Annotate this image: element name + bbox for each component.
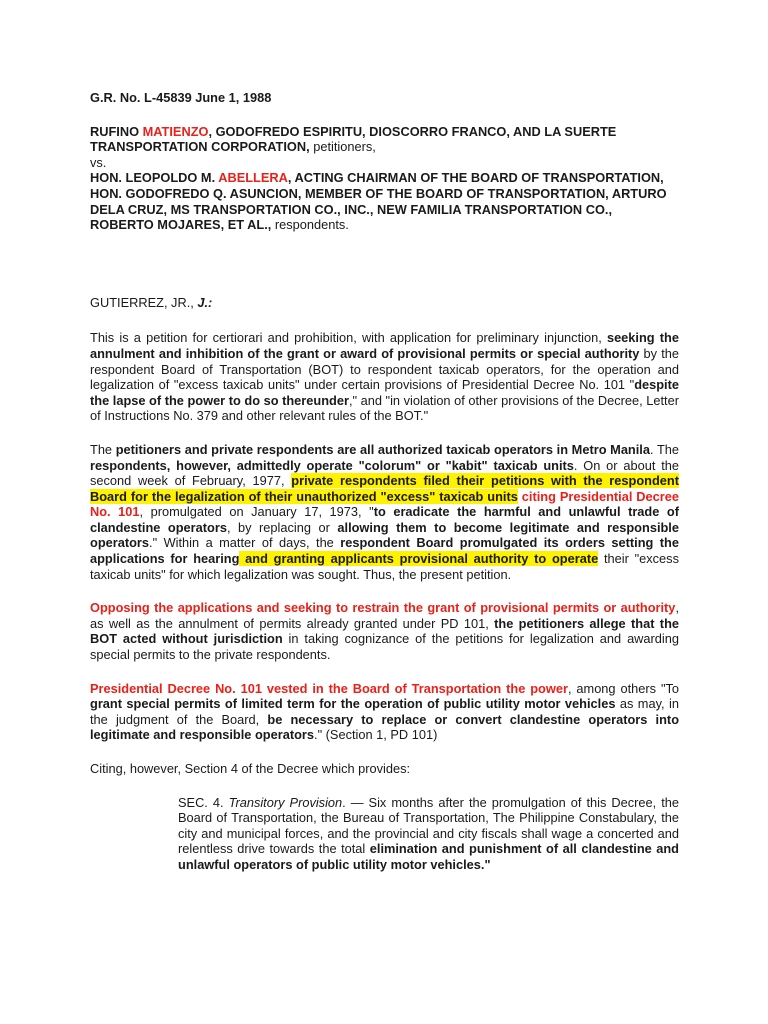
bold-text-run: be necessary to replace or convert clandestine operators into legitimate and responsible operators	[90, 711, 680, 743]
paragraph-2	[90, 442, 679, 582]
bold-text-run: elimination and punishment of all clandestine and unlawful operators of public utility motor vehicles."	[178, 841, 679, 872]
text-run: SEC. 4.	[178, 794, 229, 810]
text-run: as may, in the judgment of the Board,	[90, 696, 679, 727]
case-parties	[90, 124, 679, 233]
text-run: in taking cognizance of the petitions for legalization and awarding special permits to the private respondents.	[90, 631, 679, 663]
petitioner-surname-highlight: MATIENZO	[142, 123, 209, 139]
red-text-run: citing Presidential Decree No. 101	[90, 488, 679, 520]
red-text-run: Presidential Decree No. 101 vested in the Board of Transportation the power	[90, 680, 568, 696]
text-run: , promulgated on January 17, 1973, "	[139, 504, 374, 520]
respondent-name-part: HON. LEOPOLDO M.	[90, 170, 219, 186]
respondents-label: respondents.	[271, 217, 349, 233]
petitioner-name-part: , GODOFREDO ESPIRITU, DIOSCORRO FRANCO, AND LA SUERTE TRANSPORTATION CORPORATION,	[90, 123, 617, 155]
text-run: . On or about the second week of February, 1977,	[90, 457, 679, 489]
text-run: This is a petition for certiorari and prohibition, with application for preliminary injunction,	[90, 330, 607, 346]
respondent-surname-highlight: ABELLERA	[218, 170, 288, 186]
bold-text-run: the petitioners allege that the BOT acted without jurisdiction	[90, 615, 680, 647]
bold-text-run: despite the lapse of the power to do so thereunder	[90, 377, 679, 408]
respondents-names	[90, 170, 667, 232]
text-run: . — Six months after the promulgation of this Decree, the Board of Transportation, the Bureau of Transportation, The Philippine Constabulary, the city and municipal forces, and the provincial and city fiscals shall wage a concerted and relentless drive towards the total	[178, 794, 679, 857]
paragraph-4	[90, 681, 679, 743]
text-run: ." Within a matter of days, the	[149, 535, 341, 551]
ponente	[90, 295, 679, 311]
quoted-provision	[178, 795, 679, 873]
highlighted-text-run: and granting applicants provisional authority to operate	[239, 551, 599, 567]
petitioner-name-part: RUFINO	[90, 123, 143, 139]
italic-text-run: Transitory Provision	[228, 794, 343, 810]
bold-text-run: to eradicate the harmful and unlawful trade of clandestine operators	[90, 504, 679, 535]
bold-text-run: allowing them to become legitimate and responsible operators	[90, 519, 679, 551]
text-run: , among others "To	[567, 680, 679, 696]
highlighted-text-run: private respondents filed their petitions with the respondent Board for the legalization of their unauthorized "excess" taxicab units	[90, 473, 679, 504]
petitioners-label: petitioners,	[309, 139, 376, 155]
respondent-name-part: , ACTING CHAIRMAN OF THE BOARD OF TRANSPORTATION, HON. GODOFREDO Q. ASUNCION, MEMBER OF THE BOARD OF TRANSPORTATION, ARTURO DELA CRUZ, MS TRANSPORTATION CO., INC., NEW FAMILIA TRANSPORTATION CO., ROBERTO MOJARES, ET AL.,	[90, 170, 667, 233]
text-run: ." (Section 1, PD 101)	[314, 727, 438, 743]
bold-text-run: respondent Board promulgated its orders setting the applications for hearing	[90, 535, 679, 567]
ponente-title: J.:	[197, 294, 213, 310]
case-number: G.R. No. L-45839 June 1, 1988	[90, 90, 272, 105]
text-run: The	[90, 441, 116, 457]
red-text-run: Opposing the applications and seeking to restrain the grant of provisional permits or authority	[90, 600, 676, 616]
bold-text-run: petitioners and private respondents are all authorized taxicab operators in Metro Manila	[115, 441, 650, 457]
bold-text-run: seeking the annulment and inhibition of the grant or award of provisional permits or special authority	[90, 330, 679, 361]
text-run: by the respondent Board of Transportation (BOT) to respondent taxicab operators, for the operation and legalization of "excess taxicab units" under certain provisions of Presidential Decree No. 101 "	[90, 345, 679, 393]
text-run: ," and "in violation of other provisions of the Decree, Letter of Instructions No. 379 and other relevant rules of the BOT."	[90, 392, 679, 424]
text-run: . The	[649, 441, 680, 457]
versus-label: vs.	[90, 154, 107, 170]
text-run: , as well as the annulment of permits already granted under PD 101,	[90, 600, 679, 631]
paragraph-5: Citing, however, Section 4 of the Decree which provides:	[90, 761, 411, 776]
text-run: , by replacing or	[226, 519, 338, 535]
ponente-name: GUTIERREZ, JR.,	[90, 294, 198, 310]
bold-text-run: grant special permits of limited term for the operation of public utility motor vehicles	[90, 696, 616, 712]
text-run: their "excess taxicab units" for which legalization was sought. Thus, the present petition.	[90, 551, 679, 582]
bold-text-run: respondents, however, admittedly operate "colorum" or "kabit" taxicab units	[90, 457, 574, 473]
paragraph-3	[90, 600, 679, 662]
paragraph-1	[90, 330, 679, 424]
